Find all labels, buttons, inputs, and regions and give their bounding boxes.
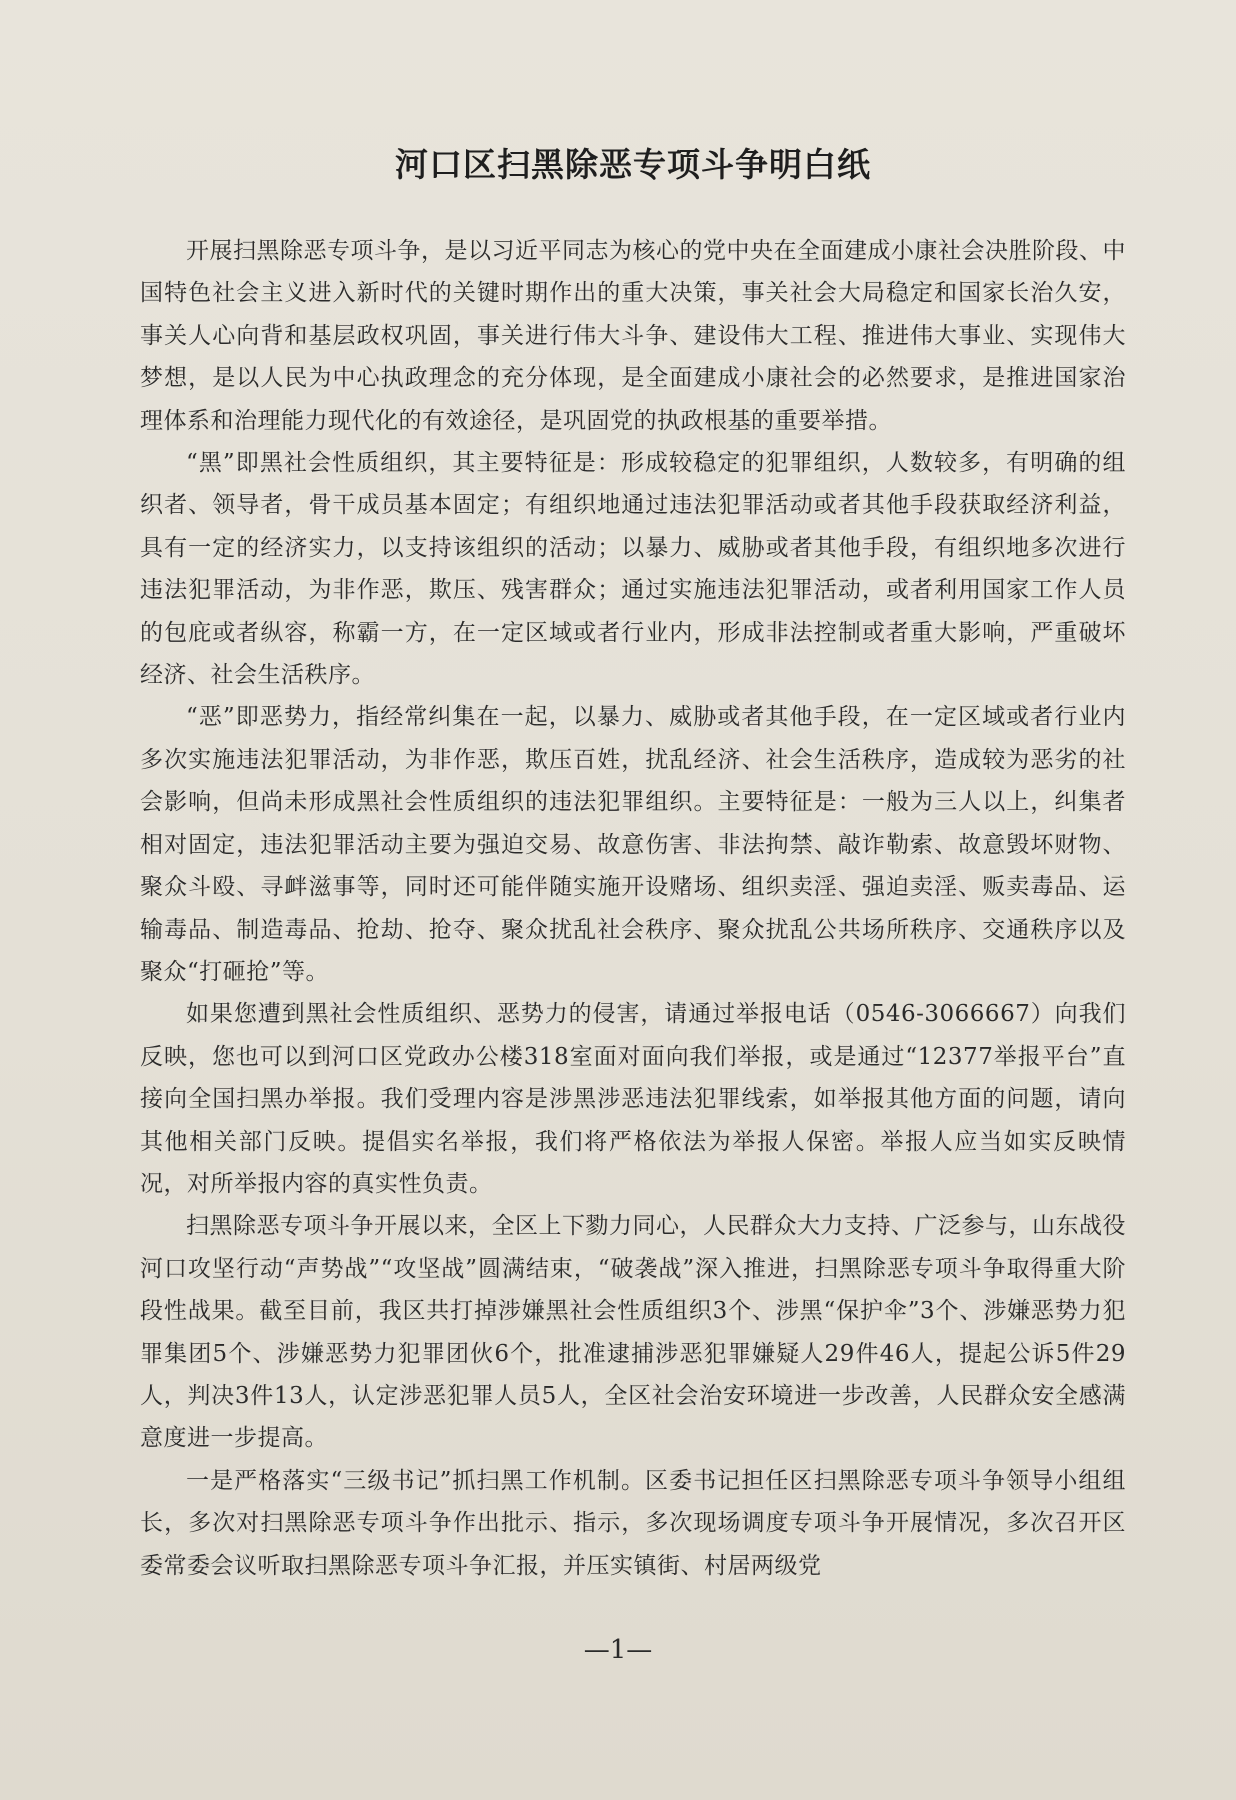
- paragraph-measure-one: 一是严格落实“三级书记”抓扫黑工作机制。区委书记担任区扫黑除恶专项斗争领导小组组长，多次对扫黑除恶专项斗争作出批示、指示，多次现场调度专项斗争开展情况，多次召开区委常委会议听取扫黑除恶专项斗争汇报，并压实镇街、村居两级党: [140, 1467, 1126, 1579]
- paragraph-intro: 开展扫黑除恶专项斗争，是以习近平同志为核心的党中央在全面建成小康社会决胜阶段、中国特色社会主义进入新时代的关键时期作出的重大决策，事关社会大局稳定和国家长治久安，事关人心向背和基层政权巩固，事关进行伟大斗争、建设伟大工程、推进伟大事业、实现伟大梦想，是以人民为中心执政理念的充分体现，是全面建成小康社会的必然要求，是推进国家治理体系和治理能力现代化的有效途径，是巩固党的执政根基的重要举措。: [140, 238, 1126, 434]
- document-body: [140, 230, 1126, 1587]
- paragraph-reporting-channels: 如果您遭到黑社会性质组织、恶势力的侵害，请通过举报电话（0546-3066667）向我们反映，您也可以到河口区党政办公楼318室面对面向我们举报，或是通过“12377举报平台”直接向全国扫黑办举报。我们受理内容是涉黑涉恶违法犯罪线索，如举报其他方面的问题，请向其他相关部门反映。提倡实名举报，我们将严格依法为举报人保密。举报人应当如实反映情况，对所举报内容的真实性负责。: [140, 1001, 1126, 1197]
- page-number: —1—: [583, 1635, 653, 1665]
- paragraph-results: 扫黑除恶专项斗争开展以来，全区上下勠力同心，人民群众大力支持、广泛参与，山东战役河口攻坚行动“声势战”“攻坚战”圆满结束，“破袭战”深入推进，扫黑除恶专项斗争取得重大阶段性战果。截至目前，我区共打掉涉嫌黑社会性质组织3个、涉黑“保护伞”3个、涉嫌恶势力犯罪集团5个、涉嫌恶势力犯罪团伙6个，批准逮捕涉恶犯罪嫌疑人29件46人，提起公诉5件29人，判决3件13人，认定涉恶犯罪人员5人，全区社会治安环境进一步改善，人民群众安全感满意度进一步提高。: [140, 1213, 1126, 1452]
- paragraph-hei-definition: “黑”即黑社会性质组织，其主要特征是：形成较稳定的犯罪组织，人数较多，有明确的组织者、领导者，骨干成员基本固定；有组织地通过违法犯罪活动或者其他手段获取经济利益，具有一定的经济实力，以支持该组织的活动；以暴力、威胁或者其他手段，有组织地多次进行违法犯罪活动，为非作恶，欺压、残害群众；通过实施违法犯罪活动，或者利用国家工作人员的包庇或者纵容，称霸一方，在一定区域或者行业内，形成非法控制或者重大影响，严重破坏经济、社会生活秩序。: [140, 450, 1126, 689]
- document-title: 河口区扫黑除恶专项斗争明白纸: [395, 145, 871, 184]
- paragraph-e-definition: “恶”即恶势力，指经常纠集在一起，以暴力、威胁或者其他手段，在一定区域或者行业内多次实施违法犯罪活动，为非作恶，欺压百姓，扰乱经济、社会生活秩序，造成较为恶劣的社会影响，但尚未形成黑社会性质组织的违法犯罪组织。主要特征是：一般为三人以上，纠集者相对固定，违法犯罪活动主要为强迫交易、故意伤害、非法拘禁、敲诈勒索、故意毁坏财物、聚众斗殴、寻衅滋事等，同时还可能伴随实施开设赌场、组织卖淫、强迫卖淫、贩卖毒品、运输毒品、制造毒品、抢劫、抢夺、聚众扰乱社会秩序、聚众扰乱公共场所秩序、交通秩序以及聚众“打砸抢”等。: [140, 704, 1126, 985]
